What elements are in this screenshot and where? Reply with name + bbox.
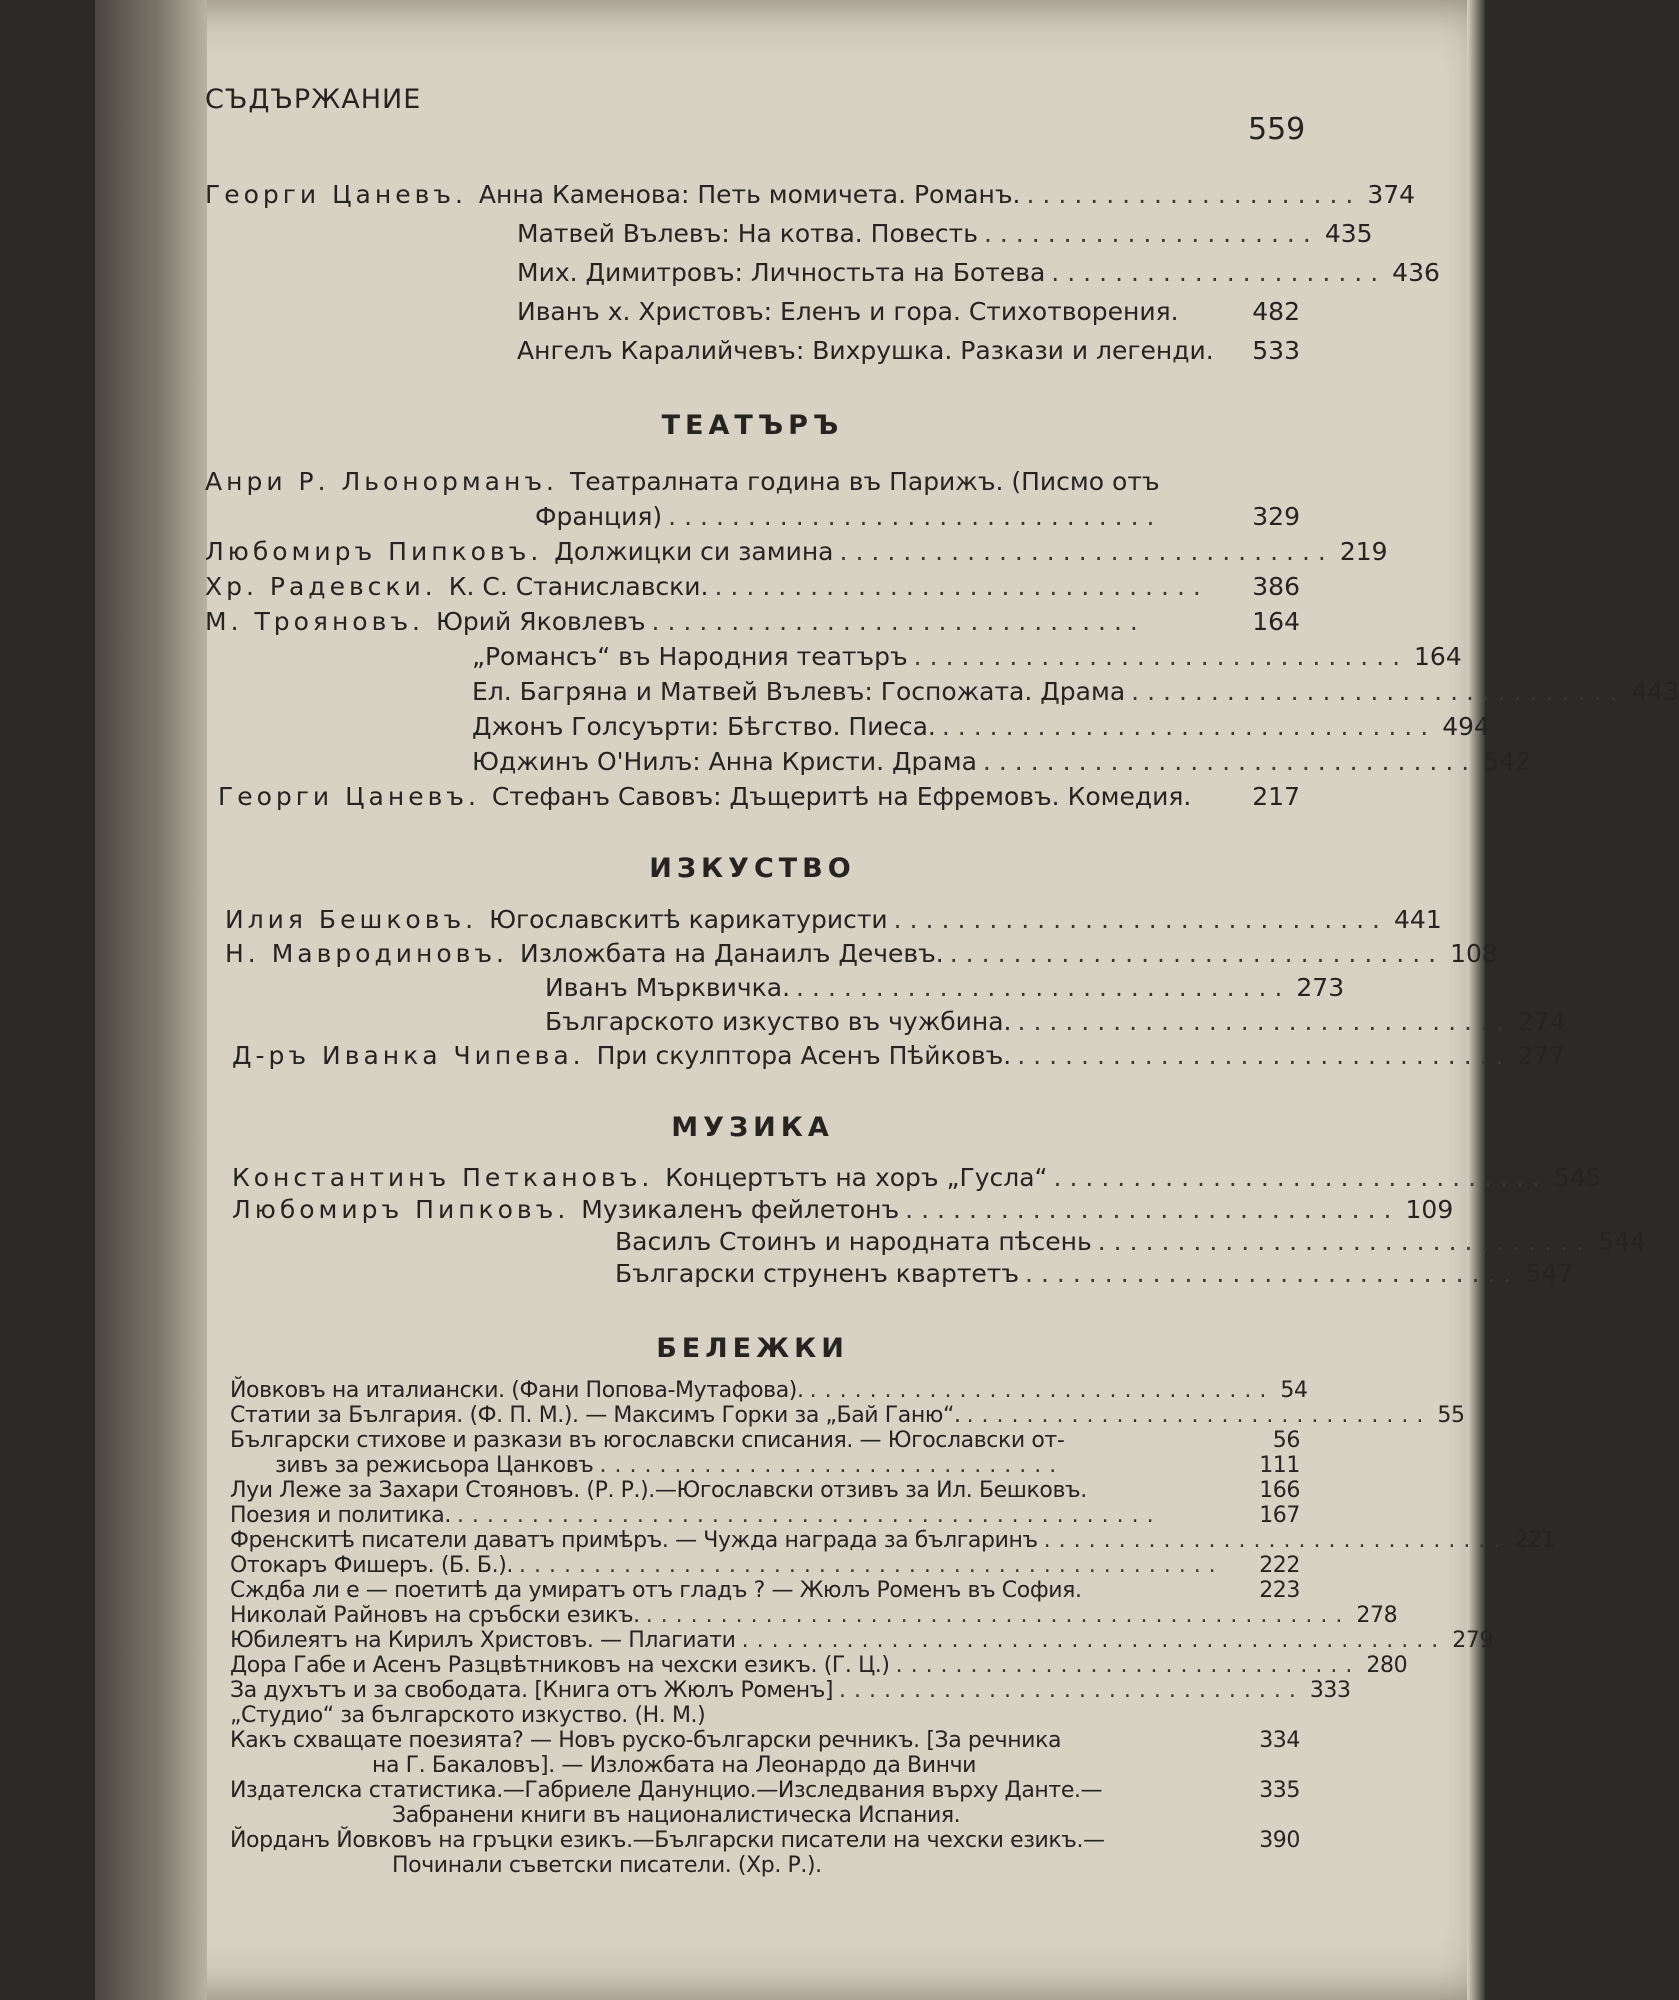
entry-title: Должицки си замина <box>554 537 834 566</box>
entry-page: 544 <box>1598 1227 1646 1256</box>
toc-entry <box>517 336 1300 372</box>
leader-dots: ............................... <box>941 712 1437 741</box>
toc-entry <box>517 258 1440 294</box>
leader-dots: ............................... <box>668 502 1163 531</box>
entry-page: 219 <box>1339 537 1388 566</box>
entry-page: 164 <box>1252 607 1300 636</box>
entry-title: Български стихове и разкази въ югославски списания. — Югославски от- <box>230 1428 1065 1453</box>
entry-author: Любомиръ Пипковъ. <box>205 537 543 566</box>
entry-page: 221 <box>1514 1528 1556 1553</box>
entry-page: 279 <box>1452 1628 1494 1653</box>
entry-title: Концертътъ на хоръ „Гусла“ <box>665 1163 1048 1192</box>
entry-author: Хр. Радевски. <box>205 572 437 601</box>
entry-title: Френскитѣ писатели даватъ примѣръ. — Чужда награда за българинъ <box>230 1528 1038 1553</box>
leader-dots: ............................... <box>651 607 1146 636</box>
toc-entry <box>232 1163 1602 1199</box>
entry-page: 277 <box>1517 1041 1566 1070</box>
leader-dots: ............................... <box>893 905 1389 934</box>
leader-dots: ............................... <box>966 1403 1432 1428</box>
toc-entry <box>205 572 1300 608</box>
entry-author: Константинъ Петкановъ. <box>232 1163 654 1192</box>
entry-title: Издателска статистика.—Габриеле Данунцио.—Изследвания върху Данте.— <box>230 1778 1103 1803</box>
toc-entry <box>205 180 1416 216</box>
entry-title: Йовковъ на италиански. (Фани Попова-Мутафова). <box>230 1378 804 1403</box>
toc-entry <box>392 1803 1300 1829</box>
entry-title: К. С. Станиславски. <box>448 572 709 601</box>
entry-page: 167 <box>1259 1503 1300 1528</box>
entry-title: Ел. Багряна и Матвей Вълевъ: Госпожата. Драма <box>472 677 1126 706</box>
toc-entry <box>205 607 1300 643</box>
toc-entry <box>230 1628 1494 1654</box>
entry-title: Театралната година въ Парижъ. (Писмо отъ <box>569 467 1160 496</box>
leader-dots: ............................................... <box>741 1628 1447 1653</box>
toc-entry <box>275 1453 1300 1479</box>
entry-title: „Студио“ за българското изкуство. (Н. М.) <box>230 1703 706 1728</box>
entry-page: 443 <box>1631 677 1679 706</box>
leader-dots: ............................... <box>895 1653 1361 1678</box>
toc-entry <box>545 973 1345 1009</box>
entry-title: Анна Каменова: Петь момичета. Романъ. <box>478 180 1021 209</box>
entry-author: Георги Цаневъ. <box>205 180 467 209</box>
toc-entry <box>230 1728 1300 1754</box>
page-number: 559 <box>1248 112 1306 147</box>
leader-dots: ............................... <box>796 973 1291 1002</box>
page-edge <box>1467 0 1485 2000</box>
leader-dots: ............................... <box>982 747 1478 776</box>
leader-dots: ............................... <box>1017 1007 1512 1036</box>
running-head: СЪДЪРЖАНИЕ <box>205 84 422 115</box>
entry-page: 164 <box>1414 642 1462 671</box>
entry-page: 278 <box>1356 1603 1398 1628</box>
toc-entry <box>230 1678 1351 1704</box>
entry-title: Матвей Вълевъ: На котва. Повесть <box>517 219 978 248</box>
toc-entry <box>392 1853 1300 1879</box>
entry-page: 274 <box>1517 1007 1566 1036</box>
toc-entry <box>372 1753 1300 1779</box>
toc-entry <box>615 1227 1646 1263</box>
leader-dots: ............................... <box>714 572 1209 601</box>
entry-page: 547 <box>1525 1259 1574 1288</box>
leader-dots: ............................... <box>1053 1163 1548 1192</box>
toc-entry <box>535 502 1300 538</box>
toc-entry <box>225 905 1442 941</box>
page-gutter <box>95 0 207 2000</box>
toc-entry <box>230 1828 1300 1854</box>
toc-entry <box>230 1778 1300 1804</box>
entry-title: Луи Леже за Захари Стояновъ. (Р. Р.).—Югославски отзивъ за Ил. Бешковъ. <box>230 1478 1087 1503</box>
leader-dots: ............................... <box>949 939 1445 968</box>
entry-title: Български струненъ квартетъ <box>615 1259 1020 1288</box>
toc-entry <box>230 1378 1308 1404</box>
entry-page: 111 <box>1259 1453 1300 1478</box>
toc-entry <box>230 1528 1556 1554</box>
entry-title: Стефанъ Савовъ: Дъщеритѣ на Ефремовъ. Комедия. <box>491 782 1192 811</box>
leader-dots: ............................... <box>599 1453 1065 1478</box>
entry-title: Иванъ х. Христовъ: Еленъ и гора. Стихотворения. <box>517 297 1179 326</box>
entry-author: Д-ръ Иванка Чипева. <box>232 1041 585 1070</box>
entry-page: 374 <box>1367 180 1416 209</box>
entry-title: Иванъ Мърквичка. <box>545 973 791 1002</box>
leader-dots: ..................... <box>1051 258 1387 287</box>
entry-title: Музикаленъ фейлетонъ <box>581 1195 900 1224</box>
entry-page: 334 <box>1259 1728 1300 1753</box>
entry-page: 273 <box>1296 973 1345 1002</box>
leader-dots: ............................... <box>1025 1259 1520 1288</box>
entry-title: Поезия и политика. <box>230 1503 451 1528</box>
entry-page: 108 <box>1450 939 1498 968</box>
toc-entry <box>225 939 1498 975</box>
entry-title: Франция) <box>535 502 663 531</box>
toc-entry <box>472 712 1490 748</box>
toc-entry <box>232 1041 1566 1077</box>
leader-dots: ............................... <box>839 537 1334 566</box>
entry-author: Любомиръ Пипковъ. <box>232 1195 570 1224</box>
leader-dots: ............................... <box>809 1378 1275 1403</box>
entry-page: 545 <box>1553 1163 1602 1192</box>
toc-entry <box>230 1553 1300 1579</box>
toc-entry <box>615 1259 1574 1295</box>
entry-title: Починали съветски писатели. (Хр. Р.). <box>392 1853 822 1878</box>
toc-entry <box>472 677 1679 713</box>
entry-page: 435 <box>1324 219 1373 248</box>
toc-entry <box>218 782 1300 818</box>
toc-entry <box>472 642 1462 678</box>
toc-entry <box>545 1007 1566 1043</box>
entry-title: Отокаръ Фишеръ. (Б. Б.). <box>230 1553 513 1578</box>
entry-title: При скулптора Асенъ Пѣйковъ. <box>596 1041 1012 1070</box>
toc-entry <box>230 1503 1300 1529</box>
entry-page: 441 <box>1394 905 1442 934</box>
entry-title: За духътъ и за свободата. [Книга отъ Жюлъ Роменъ] <box>230 1678 834 1703</box>
entry-page: 217 <box>1252 782 1300 811</box>
entry-title: Изложбата на Данаилъ Дечевъ. <box>520 939 944 968</box>
entry-page: 280 <box>1366 1653 1408 1678</box>
entry-page: 390 <box>1259 1828 1300 1853</box>
entry-page: 329 <box>1252 502 1300 531</box>
leader-dots: ............................... <box>913 642 1409 671</box>
toc-entry <box>205 467 1300 503</box>
entry-title: Йорданъ Йовковъ на гръцки езикъ.—Български писатели на чехски езикъ.— <box>230 1828 1105 1853</box>
leader-dots: ............................................... <box>645 1603 1351 1628</box>
entry-page: 542 <box>1483 747 1531 776</box>
entry-page: 335 <box>1259 1778 1300 1803</box>
entry-title: Какъ схващате поезията? — Новъ руско-български речникъ. [За речника <box>230 1728 1062 1753</box>
leader-dots: ............................... <box>1097 1227 1593 1256</box>
entry-title: Забранени книги въ националистическа Испания. <box>392 1803 961 1828</box>
toc-entry <box>472 747 1531 783</box>
leader-dots: ............................................... <box>519 1553 1224 1578</box>
entry-title: „Романсъ“ въ Народния театъръ <box>472 642 908 671</box>
entry-title: Мих. Димитровъ: Личностьта на Ботева <box>517 258 1046 287</box>
leader-dots: ............................... <box>1043 1528 1509 1553</box>
entry-author: М. Трояновъ. <box>205 607 424 636</box>
entry-title: Юбилеятъ на Кирилъ Христовъ. — Плагиати <box>230 1628 736 1653</box>
leader-dots: ..................... <box>983 219 1319 248</box>
entry-title: Ангелъ Каралийчевъ: Вихрушка. Разкази и легенди. <box>517 336 1214 365</box>
entry-title: Българското изкуство въ чужбина. <box>545 1007 1012 1036</box>
section-heading-notes: БЕЛЕЖКИ <box>656 1333 849 1364</box>
entry-title: Николай Райновъ на сръбски езикъ. <box>230 1603 640 1628</box>
leader-dots: ............................... <box>839 1678 1304 1703</box>
entry-page: 56 <box>1272 1428 1300 1453</box>
entry-page: 223 <box>1259 1578 1300 1603</box>
entry-page: 494 <box>1442 712 1490 741</box>
toc-entry <box>230 1428 1300 1454</box>
leader-dots: ..................... <box>1026 180 1362 209</box>
leader-dots: ............................... <box>905 1195 1400 1224</box>
toc-entry <box>230 1603 1398 1629</box>
entry-title: на Г. Бакаловъ]. — Изложбата на Леонардо да Винчи <box>372 1753 977 1778</box>
entry-title: Сждба ли е — поетитѣ да умиратъ отъ гладъ ? — Жюлъ Роменъ въ София. <box>230 1578 1082 1603</box>
toc-entry <box>230 1478 1300 1504</box>
entry-title: Юджинъ О'Нилъ: Анна Кристи. Драма <box>472 747 977 776</box>
entry-page: 482 <box>1252 297 1300 326</box>
leader-dots: ............................... <box>1017 1041 1512 1070</box>
toc-entry <box>205 537 1388 573</box>
entry-page: 222 <box>1259 1553 1300 1578</box>
leader-dots: ............................................... <box>456 1503 1162 1528</box>
section-heading-music: МУЗИКА <box>671 1112 834 1143</box>
entry-author: Анри Р. Льонорманъ. <box>205 467 558 496</box>
entry-title: Василъ Стоинъ и народната пѣсень <box>615 1227 1092 1256</box>
entry-page: 54 <box>1280 1378 1308 1403</box>
entry-title: Юрий Яковлевъ <box>435 607 646 636</box>
entry-page: 55 <box>1437 1403 1465 1428</box>
toc-entry <box>517 219 1373 255</box>
entry-author: Георги Цаневъ. <box>218 782 480 811</box>
toc-entry <box>517 297 1300 333</box>
toc-entry <box>230 1403 1465 1429</box>
entry-title: Дора Габе и Асенъ Разцвѣтниковъ на чехски езикъ. (Г. Ц.) <box>230 1653 890 1678</box>
entry-page: 533 <box>1252 336 1300 365</box>
entry-title: Джонъ Голсуърти: Бѣгство. Пиеса. <box>472 712 936 741</box>
entry-title: Югославскитѣ карикатуристи <box>489 905 888 934</box>
leader-dots: ............................... <box>1131 677 1626 706</box>
entry-title: зивъ за режисьора Цанковъ <box>275 1453 594 1478</box>
section-heading-art: ИЗКУСТВО <box>649 853 856 884</box>
toc-entry <box>230 1703 1300 1729</box>
entry-page: 333 <box>1309 1678 1351 1703</box>
entry-author: Н. Мавродиновъ. <box>225 939 508 968</box>
entry-page: 109 <box>1405 1195 1454 1224</box>
section-heading-theatre: ТЕАТЪРЪ <box>661 410 844 441</box>
entry-page: 436 <box>1392 258 1440 287</box>
entry-page: 386 <box>1252 572 1300 601</box>
toc-entry <box>230 1578 1300 1604</box>
toc-entry <box>230 1653 1408 1679</box>
toc-entry <box>232 1195 1454 1231</box>
entry-title: Статии за България. (Ф. П. М.). — Максимъ Горки за „Бай Ганю“. <box>230 1403 961 1428</box>
entry-author: Илия Бешковъ. <box>225 905 478 934</box>
entry-page: 166 <box>1259 1478 1300 1503</box>
